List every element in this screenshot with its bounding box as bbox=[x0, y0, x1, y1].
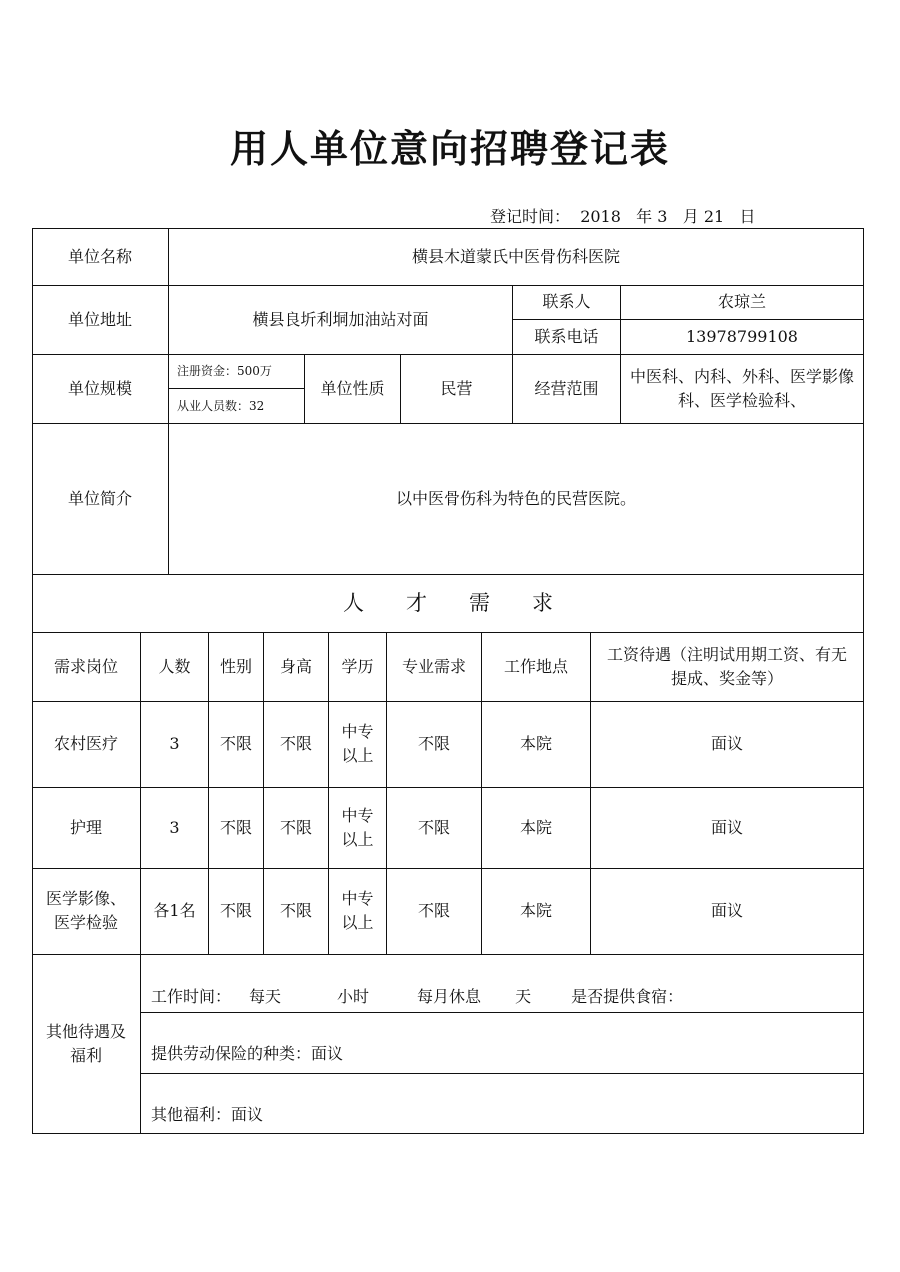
nature-value: 民营 bbox=[440, 378, 473, 398]
hours-label: 小时 bbox=[337, 987, 370, 1006]
contact-person: 农琼兰 bbox=[717, 292, 766, 311]
company-name-label: 单位名称 bbox=[67, 246, 132, 266]
meals-label: 是否提供食宿： bbox=[571, 987, 684, 1006]
header-education: 学历 bbox=[341, 656, 374, 676]
benefits-label: 其他待遇及福利 bbox=[45, 1022, 126, 1065]
registration-date bbox=[490, 204, 755, 227]
talent-heading: 人才需求 bbox=[343, 591, 595, 615]
registered-capital: 注册资金：500万 bbox=[177, 364, 272, 378]
row2-height: 不限 bbox=[279, 817, 312, 837]
contact-label: 联系人 bbox=[542, 292, 591, 311]
row3-height: 不限 bbox=[279, 901, 312, 920]
row2-salary: 面议 bbox=[710, 817, 743, 837]
employee-count: 从业人员数：32 bbox=[177, 399, 265, 413]
row3-count: 各1名 bbox=[153, 901, 196, 920]
row2-location: 本院 bbox=[519, 817, 552, 837]
row1-major: 不限 bbox=[417, 734, 450, 753]
header-location: 工作地点 bbox=[503, 656, 568, 676]
row3-major: 不限 bbox=[417, 901, 450, 920]
intro-label: 单位简介 bbox=[67, 488, 132, 508]
registration-year: 2018 bbox=[580, 207, 621, 226]
registration-year-unit: 年 bbox=[636, 207, 653, 226]
header-position: 需求岗位 bbox=[53, 656, 118, 676]
address: 横县良圻利垌加油站对面 bbox=[252, 309, 429, 329]
company-name: 横县木道蒙氏中医骨伤科医院 bbox=[411, 246, 620, 266]
work-time-row bbox=[141, 968, 863, 1026]
business-scope: 中医科、内科、外科、医学影像科、医学检验科、 bbox=[629, 366, 854, 410]
row3-education: 中专以上 bbox=[341, 889, 374, 932]
insurance-types: 提供劳动保险的种类：面议 bbox=[151, 1044, 344, 1063]
days-label: 天 bbox=[515, 987, 532, 1006]
row1-position: 农村医疗 bbox=[53, 734, 118, 753]
registration-month-unit: 月 bbox=[682, 207, 699, 226]
table-border bbox=[863, 228, 864, 1134]
row3-location: 本院 bbox=[519, 901, 552, 920]
scope-label: 经营范围 bbox=[534, 378, 599, 398]
row1-education: 中专以上 bbox=[341, 722, 374, 765]
registration-day-unit: 日 bbox=[739, 207, 756, 226]
company-intro: 以中医骨伤科为特色的民营医院。 bbox=[395, 488, 636, 508]
phone-number: 13978799108 bbox=[686, 327, 798, 346]
row2-position: 护理 bbox=[69, 817, 102, 837]
header-salary: 工资待遇（注明试用期工资、有无提成、奖金等） bbox=[606, 644, 847, 688]
other-benefits: 其他福利：面议 bbox=[151, 1105, 264, 1124]
registration-month: 3 bbox=[657, 207, 668, 226]
row1-count: 3 bbox=[169, 734, 180, 753]
header-count: 人数 bbox=[158, 656, 191, 676]
scale-label: 单位规模 bbox=[67, 378, 132, 398]
row2-count: 3 bbox=[169, 817, 180, 837]
row3-gender: 不限 bbox=[219, 901, 252, 920]
work-time-label: 工作时间： bbox=[151, 987, 232, 1006]
header-major: 专业需求 bbox=[401, 656, 466, 676]
header-gender: 性别 bbox=[219, 656, 252, 676]
row3-position: 医学影像、医学检验 bbox=[45, 889, 126, 932]
nature-label: 单位性质 bbox=[320, 378, 385, 398]
row-divider bbox=[32, 954, 864, 955]
registration-form-table bbox=[32, 228, 864, 1134]
registration-label: 登记时间： bbox=[490, 207, 571, 226]
row2-major: 不限 bbox=[417, 817, 450, 837]
row2-education: 中专以上 bbox=[341, 805, 374, 849]
phone-label: 联系电话 bbox=[534, 327, 599, 346]
row1-location: 本院 bbox=[519, 734, 552, 753]
address-label: 单位地址 bbox=[67, 309, 132, 329]
row1-gender: 不限 bbox=[219, 734, 252, 753]
row1-height: 不限 bbox=[279, 734, 312, 753]
daily-label: 每天 bbox=[249, 987, 282, 1006]
row1-salary: 面议 bbox=[710, 734, 743, 753]
registration-day: 21 bbox=[703, 207, 725, 226]
monthly-rest-label: 每月休息 bbox=[417, 987, 482, 1006]
form-title: 用人单位意向招聘登记表 bbox=[229, 126, 670, 171]
row3-salary: 面议 bbox=[710, 901, 743, 920]
row2-gender: 不限 bbox=[219, 817, 252, 837]
header-height: 身高 bbox=[279, 656, 312, 676]
